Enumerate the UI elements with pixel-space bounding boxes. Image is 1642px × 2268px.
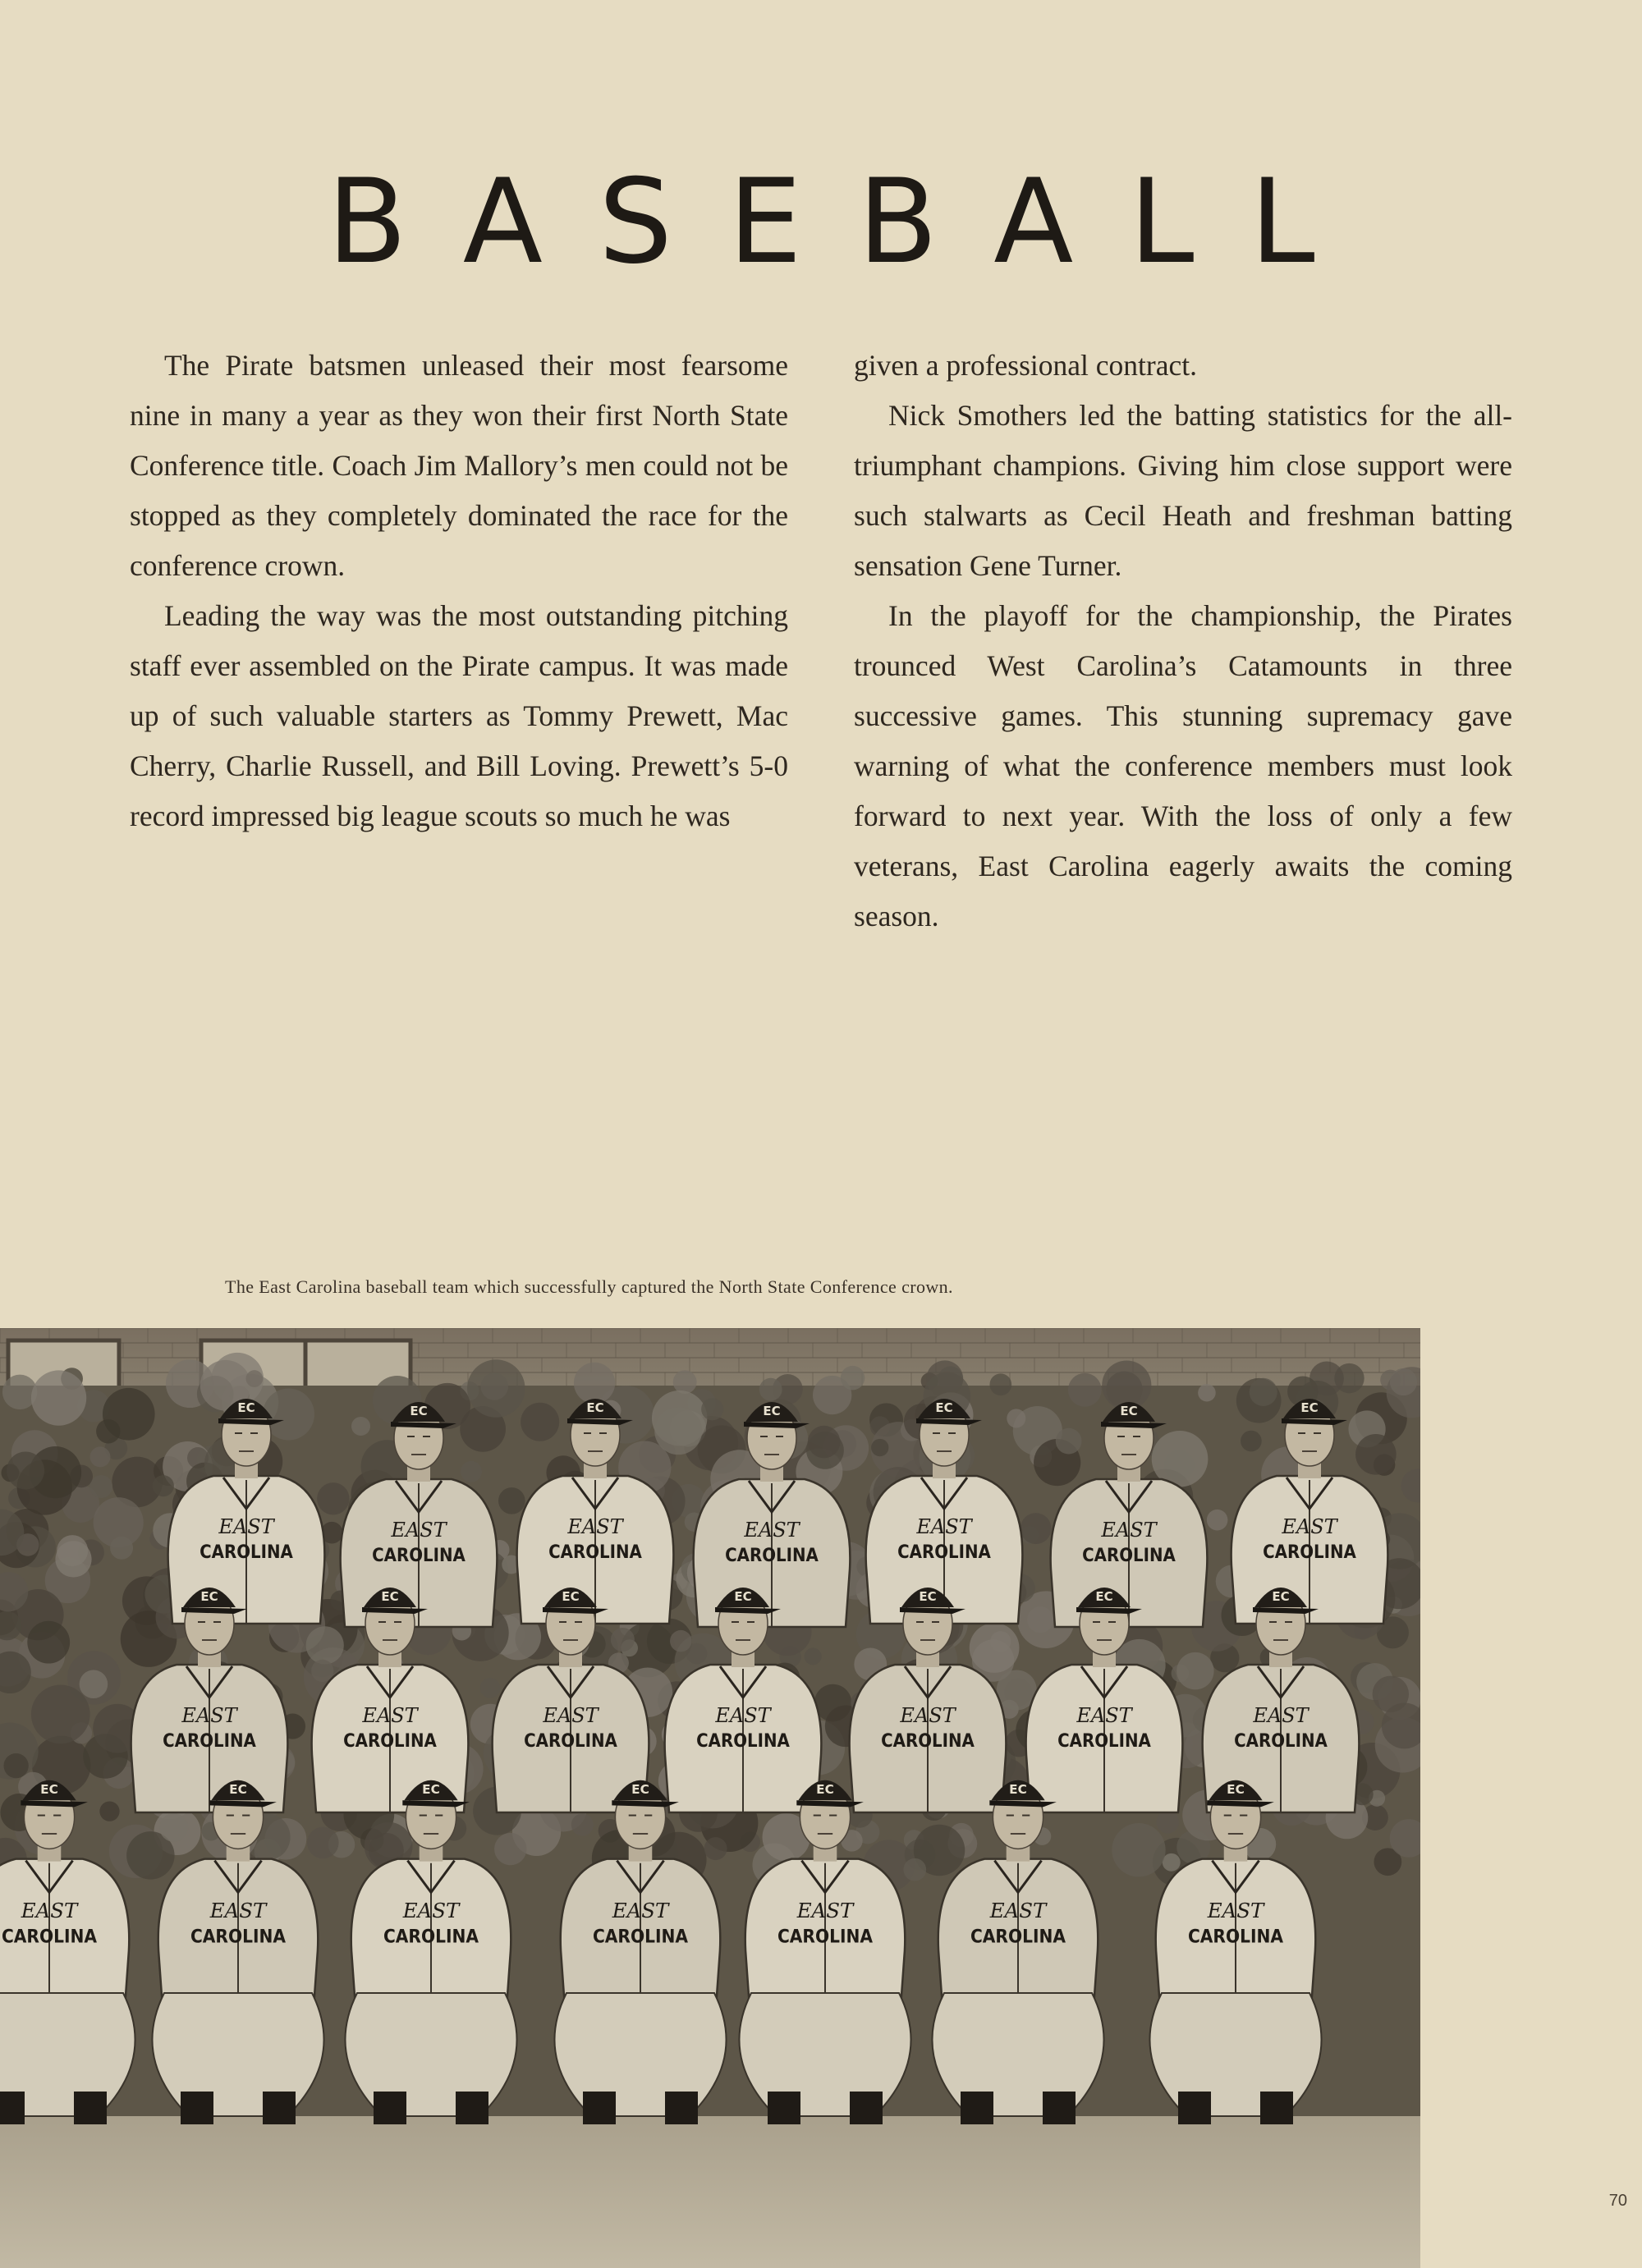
svg-text:EAST: EAST <box>744 1519 800 1542</box>
svg-text:EAST: EAST <box>543 1704 599 1727</box>
player-legs <box>739 1993 910 2124</box>
svg-text:EAST: EAST <box>715 1704 771 1727</box>
svg-text:CAROLINA: CAROLINA <box>1234 1731 1328 1752</box>
svg-text:EC: EC <box>763 1404 781 1418</box>
svg-text:EC: EC <box>562 1589 580 1604</box>
svg-text:CAROLINA: CAROLINA <box>1187 1926 1284 1948</box>
player-legs <box>152 1993 323 2124</box>
player-legs <box>554 1993 726 2124</box>
article-paragraph: Nick Smothers led the batting statistics for the all-triumphant champions. Giving him close support were such stalwarts as Cecil Heath and freshman batting sensation Gene Turner. <box>854 399 1512 582</box>
player-legs <box>932 1993 1103 2124</box>
svg-text:CAROLINA: CAROLINA <box>383 1926 479 1948</box>
svg-text:CAROLINA: CAROLINA <box>1263 1542 1356 1563</box>
svg-text:EC: EC <box>40 1782 58 1798</box>
svg-text:EC: EC <box>422 1782 440 1798</box>
svg-text:CAROLINA: CAROLINA <box>372 1546 466 1566</box>
svg-text:EC: EC <box>1095 1589 1113 1604</box>
svg-text:EAST: EAST <box>1207 1899 1264 1922</box>
team-photo <box>0 1328 1420 2268</box>
svg-text:CAROLINA: CAROLINA <box>524 1731 617 1752</box>
svg-text:EC: EC <box>586 1400 604 1415</box>
svg-text:CAROLINA: CAROLINA <box>343 1731 437 1752</box>
svg-text:EC: EC <box>816 1782 834 1798</box>
svg-text:EC: EC <box>919 1589 937 1604</box>
svg-text:CAROLINA: CAROLINA <box>897 1542 991 1563</box>
svg-text:EC: EC <box>1300 1400 1319 1415</box>
svg-text:EC: EC <box>734 1589 752 1604</box>
page-number: 70 <box>1608 2192 1627 2210</box>
svg-text:EAST: EAST <box>362 1704 418 1727</box>
svg-text:EAST: EAST <box>1253 1704 1309 1727</box>
svg-text:EAST: EAST <box>612 1899 669 1922</box>
svg-text:EC: EC <box>1009 1782 1027 1798</box>
svg-text:CAROLINA: CAROLINA <box>200 1542 293 1563</box>
svg-text:EC: EC <box>1120 1404 1138 1418</box>
svg-text:CAROLINA: CAROLINA <box>696 1731 790 1752</box>
svg-text:CAROLINA: CAROLINA <box>725 1546 819 1566</box>
svg-text:EAST: EAST <box>567 1515 623 1538</box>
svg-text:EAST: EAST <box>209 1899 267 1922</box>
svg-text:CAROLINA: CAROLINA <box>592 1926 689 1948</box>
svg-text:CAROLINA: CAROLINA <box>548 1542 642 1563</box>
svg-text:EC: EC <box>1272 1589 1290 1604</box>
svg-text:CAROLINA: CAROLINA <box>881 1731 975 1752</box>
article-paragraph: In the playoff for the championship, the Pirates trounced West Carolina’s Catamounts in three successive games. This stunning supremacy gave warning of what the conference members must look forward to next year. With the loss of only a few veterans, East Carolina eagerly awaits the coming season. <box>854 599 1512 932</box>
svg-text:EC: EC <box>200 1589 218 1604</box>
svg-text:CAROLINA: CAROLINA <box>190 1926 287 1948</box>
svg-text:EAST: EAST <box>1101 1519 1157 1542</box>
svg-text:EAST: EAST <box>900 1704 956 1727</box>
svg-text:EC: EC <box>935 1400 953 1415</box>
svg-text:EAST: EAST <box>989 1899 1047 1922</box>
svg-text:EAST: EAST <box>21 1899 78 1922</box>
svg-text:EC: EC <box>381 1589 399 1604</box>
photo-caption: The East Carolina baseball team which successfully captured the North State Conference crown. <box>225 1276 953 1297</box>
svg-text:EAST: EAST <box>391 1519 447 1542</box>
article-left-column <box>130 341 788 841</box>
svg-text:EAST: EAST <box>218 1515 274 1538</box>
article-paragraph: Leading the way was the most outstanding pitching staff ever assembled on the Pirate campus. It was made up of such valuable starters as Tommy Prewett, Mac Cherry, Charlie Russell, and Bill Loving. Prewett’s 5-0 record impressed big league scouts so much he was <box>130 599 788 832</box>
svg-text:EAST: EAST <box>402 1899 460 1922</box>
article-paragraph: The Pirate batsmen unleased their most fearsome nine in many a year as they won their first North State Conference title. Coach Jim Mallory’s men could not be stopped as they completely dominated the race for the conference crown. <box>130 349 788 582</box>
svg-text:EC: EC <box>237 1400 255 1415</box>
svg-text:CAROLINA: CAROLINA <box>1 1926 98 1948</box>
svg-text:EAST: EAST <box>181 1704 237 1727</box>
svg-text:EAST: EAST <box>1282 1515 1337 1538</box>
article-paragraph: given a professional contract. <box>854 349 1197 382</box>
team-photo-illustration <box>0 1328 1420 2268</box>
article-right-column <box>854 341 1512 942</box>
svg-text:EC: EC <box>410 1404 428 1418</box>
svg-text:EC: EC <box>1227 1782 1245 1798</box>
svg-text:CAROLINA: CAROLINA <box>777 1926 874 1948</box>
svg-text:EAST: EAST <box>796 1899 854 1922</box>
player-legs <box>1149 1993 1321 2124</box>
svg-text:CAROLINA: CAROLINA <box>163 1731 256 1752</box>
player-legs <box>345 1993 516 2124</box>
svg-text:EC: EC <box>229 1782 247 1798</box>
svg-text:CAROLINA: CAROLINA <box>1057 1731 1151 1752</box>
svg-text:EAST: EAST <box>1076 1704 1132 1727</box>
svg-text:CAROLINA: CAROLINA <box>1082 1546 1176 1566</box>
svg-text:EC: EC <box>631 1782 649 1798</box>
svg-text:EAST: EAST <box>916 1515 972 1538</box>
page-title: BASEBALL <box>327 154 1371 290</box>
svg-text:CAROLINA: CAROLINA <box>970 1926 1066 1948</box>
